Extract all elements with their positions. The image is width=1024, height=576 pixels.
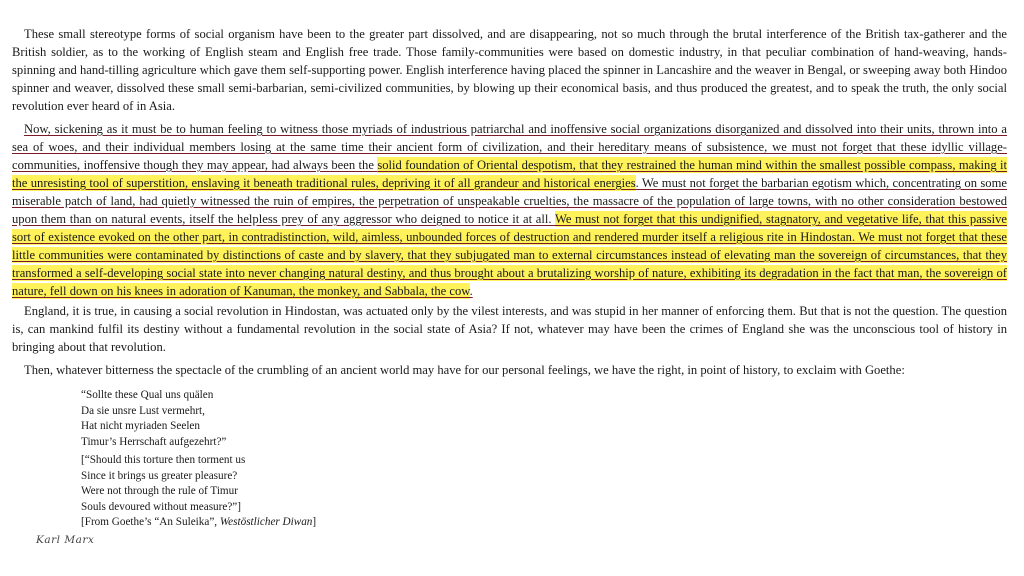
paragraph-2 (12, 120, 1007, 300)
paragraph-2-text-a: Now, sickening as it must be to human feeling to witness those myriads of industrious patriarchal and inoffensive social organizations disorganized and dissolved into their units, thrown into a sea of woes, and their individual members losing at the same time their ancient form of civilization, and their hereditary means of subsistence, we must not forget that these idyllic village-communities, inoffensive though they may appear, had always been the (12, 122, 1007, 172)
citation-title: Westöstlicher Diwan (219, 516, 313, 528)
english-quote-line: Were not through the rule of Timur (81, 485, 238, 497)
german-quote-line: Da sie unsre Lust vermehrt, (81, 404, 205, 417)
highlight-2: We must not forget that this undignified, stagnatory, and vegetative life, that this passive sort of existence evoked on the other part, in contradistinction, wild, aimless, unbounded forces of destruction and rendered murder itself a religious rite in Hindostan. We must not forget that these little communities were contaminated by distinctions of caste and by slavery, that they subjugated man to external circumstances instead of elevating man the sovereign of circumstances, that they transformed a self-developing social state into never changing natural destiny, and thus brought about a brutalizing worship of nature, exhibiting its degradation in the fact that man, the sovereign of nature, fell down on his knees in adoration of Kanuman, the monkey, and Sabbala, the cow (12, 212, 1007, 298)
citation-suffix: ] (312, 516, 317, 528)
paragraph-2-text-c: . (469, 284, 473, 298)
german-quote-line: “Sollte these Qual uns quälen (81, 389, 214, 401)
highlight-1: solid foundation of Oriental despotism, that they restrained the human mind within the smallest possible compass, making it the unresisting tool of superstition, enslaving it beneath traditional rules, depriving it of all grandeur and historical energies (12, 158, 1007, 190)
citation-prefix: [From Goethe’s “An Suleika”, (81, 516, 220, 528)
english-quote (81, 453, 316, 531)
source-citation (81, 515, 316, 531)
paragraph-4: Then, whatever bitterness the spectacle of the crumbling of an ancient world may have for our personal feelings, we have the right, in point of history, to exclaim with Goethe: (24, 363, 905, 377)
english-quote-line: Souls devoured without measure?”] (81, 500, 242, 513)
english-quote-line: [“Should this torture then torment us (81, 454, 246, 466)
paragraph-1: These small stereotype forms of social organism have been to the greater part dissolved, and are disappearing, not so much through the brutal interference of the British tax-gatherer and the British soldier, as to the working of English steam and English free trade. Those family-communities were based on domestic industry, in that peculiar combination of hand-weaving, hands-spinning and hand-tilling agriculture which gave them self-supporting power. English interference having placed the spinner in Lancashire and the weaver in Bengal, or sweeping away both Hindoo spinner and weaver, dissolved these small semi-barbarian, semi-civilized communities, by blowing up their economical basis, and thus produced the greatest, and to speak the truth, the only social revolution ever heard of in Asia. (12, 27, 1007, 113)
signature: Karl Marx (36, 534, 95, 546)
paragraph-3: England, it is true, in causing a social revolution in Hindostan, was actuated only by the vilest interests, and was stupid in her manner of enforcing them. But that is not the question. The question is, can mankind fulfil its destiny without a fundamental revolution in the social state of Asia? If not, whatever may have been the crimes of England she was the unconscious tool of history in bringing about that revolution. (12, 304, 1007, 354)
english-quote-line: Since it brings us greater pleasure? (81, 469, 238, 482)
german-quote-line: Timur’s Herrschaft aufgezehrt?” (81, 435, 227, 448)
german-quote-line: Hat nicht myriaden Seelen (81, 420, 200, 432)
german-quote (81, 388, 226, 450)
paragraph-2-text-b: . We must not forget the barbarian egotism which, concentrating on some miserable patch of land, had quietly witnessed the ruin of empires, the perpetration of unspeakable cruelties, the massacre of the population of large towns, with no other consideration bestowed upon them than on natural events, itself the helpless prey of any aggressor who deigned to notice it at all. (12, 176, 1007, 226)
